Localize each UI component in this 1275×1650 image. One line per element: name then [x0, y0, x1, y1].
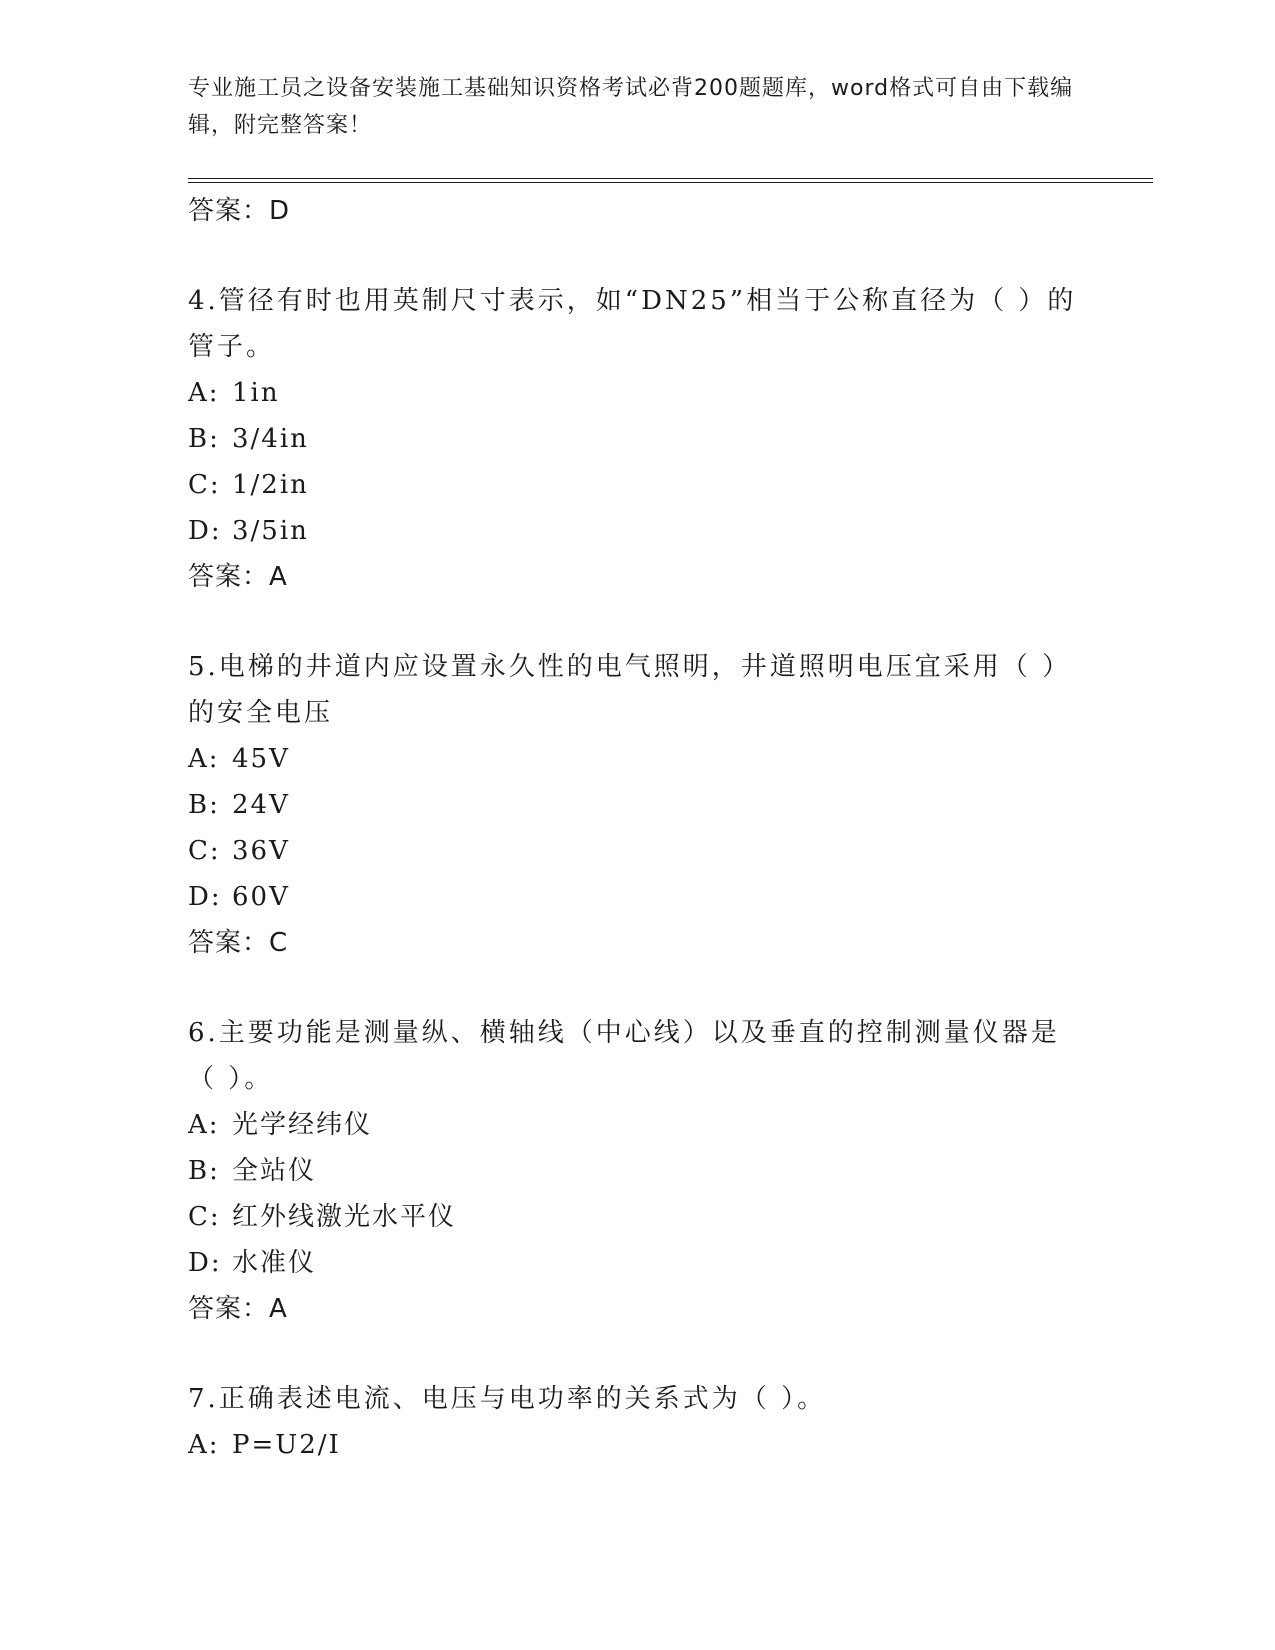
- option-letter: D:: [188, 516, 222, 546]
- option-letter: B:: [188, 1156, 220, 1186]
- option-row: [188, 1102, 1088, 1148]
- option-letter: C:: [188, 1202, 221, 1232]
- option-row: [188, 736, 1088, 782]
- answer-line: 答案：D: [188, 196, 291, 226]
- option-row: [188, 416, 1088, 462]
- option-text: 36V: [232, 836, 290, 866]
- option-text: 45V: [232, 744, 290, 774]
- option-letter: B:: [188, 424, 220, 454]
- option-text: 3/5in: [232, 516, 309, 546]
- option-letter: A:: [188, 1430, 220, 1460]
- option-row: [188, 1194, 1088, 1240]
- option-row: [188, 462, 1088, 508]
- questions-container: [188, 278, 1088, 1468]
- page-header: 专业施工员之设备安装施工基础知识资格考试必背200题题库，word格式可自由下载编辑，附完整答案！: [188, 76, 1074, 138]
- option-text: 60V: [232, 882, 290, 912]
- answer-line: 答案：C: [188, 928, 289, 958]
- question-block: [188, 278, 1088, 600]
- option-text: 光学经纬仪: [232, 1110, 373, 1140]
- question-block: [188, 644, 1088, 966]
- header-divider-second: [188, 182, 1153, 183]
- option-text: P=U2/I: [232, 1430, 341, 1460]
- option-row: [188, 1148, 1088, 1194]
- question-stem: 4.管径有时也用英制尺寸表示，如“DN25”相当于公称直径为（ ）的管子。: [188, 286, 1077, 362]
- option-row: [188, 874, 1088, 920]
- option-text: 3/4in: [232, 424, 309, 454]
- option-row: [188, 1422, 1088, 1468]
- answer-line: 答案：A: [188, 562, 288, 592]
- answer-line: 答案：A: [188, 1294, 288, 1324]
- option-text: 全站仪: [232, 1156, 317, 1186]
- question-block: [188, 1010, 1088, 1332]
- option-row: [188, 1240, 1088, 1286]
- option-row: [188, 828, 1088, 874]
- option-text: 水准仪: [232, 1248, 317, 1278]
- option-letter: D:: [188, 882, 222, 912]
- option-text: 24V: [232, 790, 290, 820]
- question-list: [188, 188, 1088, 1512]
- option-letter: D:: [188, 1248, 222, 1278]
- option-letter: C:: [188, 836, 221, 866]
- option-row: [188, 370, 1088, 416]
- option-text: 1/2in: [232, 470, 309, 500]
- question-block: [188, 1376, 1088, 1468]
- option-row: [188, 782, 1088, 828]
- option-letter: A:: [188, 1110, 220, 1140]
- option-text: 红外线激光水平仪: [232, 1202, 457, 1232]
- option-letter: B:: [188, 790, 220, 820]
- option-letter: A:: [188, 744, 220, 774]
- option-letter: C:: [188, 470, 221, 500]
- option-row: [188, 508, 1088, 554]
- question-stem: 5.电梯的井道内应设置永久性的电气照明，井道照明电压宜采用（ ）的安全电压: [188, 652, 1072, 728]
- question-stem: 6.主要功能是测量纵、横轴线（中心线）以及垂直的控制测量仪器是（ ）。: [188, 1018, 1060, 1094]
- option-letter: A:: [188, 378, 220, 408]
- question-stem: 7.正确表述电流、电压与电功率的关系式为（ ）。: [188, 1384, 827, 1414]
- option-text: 1in: [232, 378, 280, 408]
- header-divider: [188, 178, 1153, 179]
